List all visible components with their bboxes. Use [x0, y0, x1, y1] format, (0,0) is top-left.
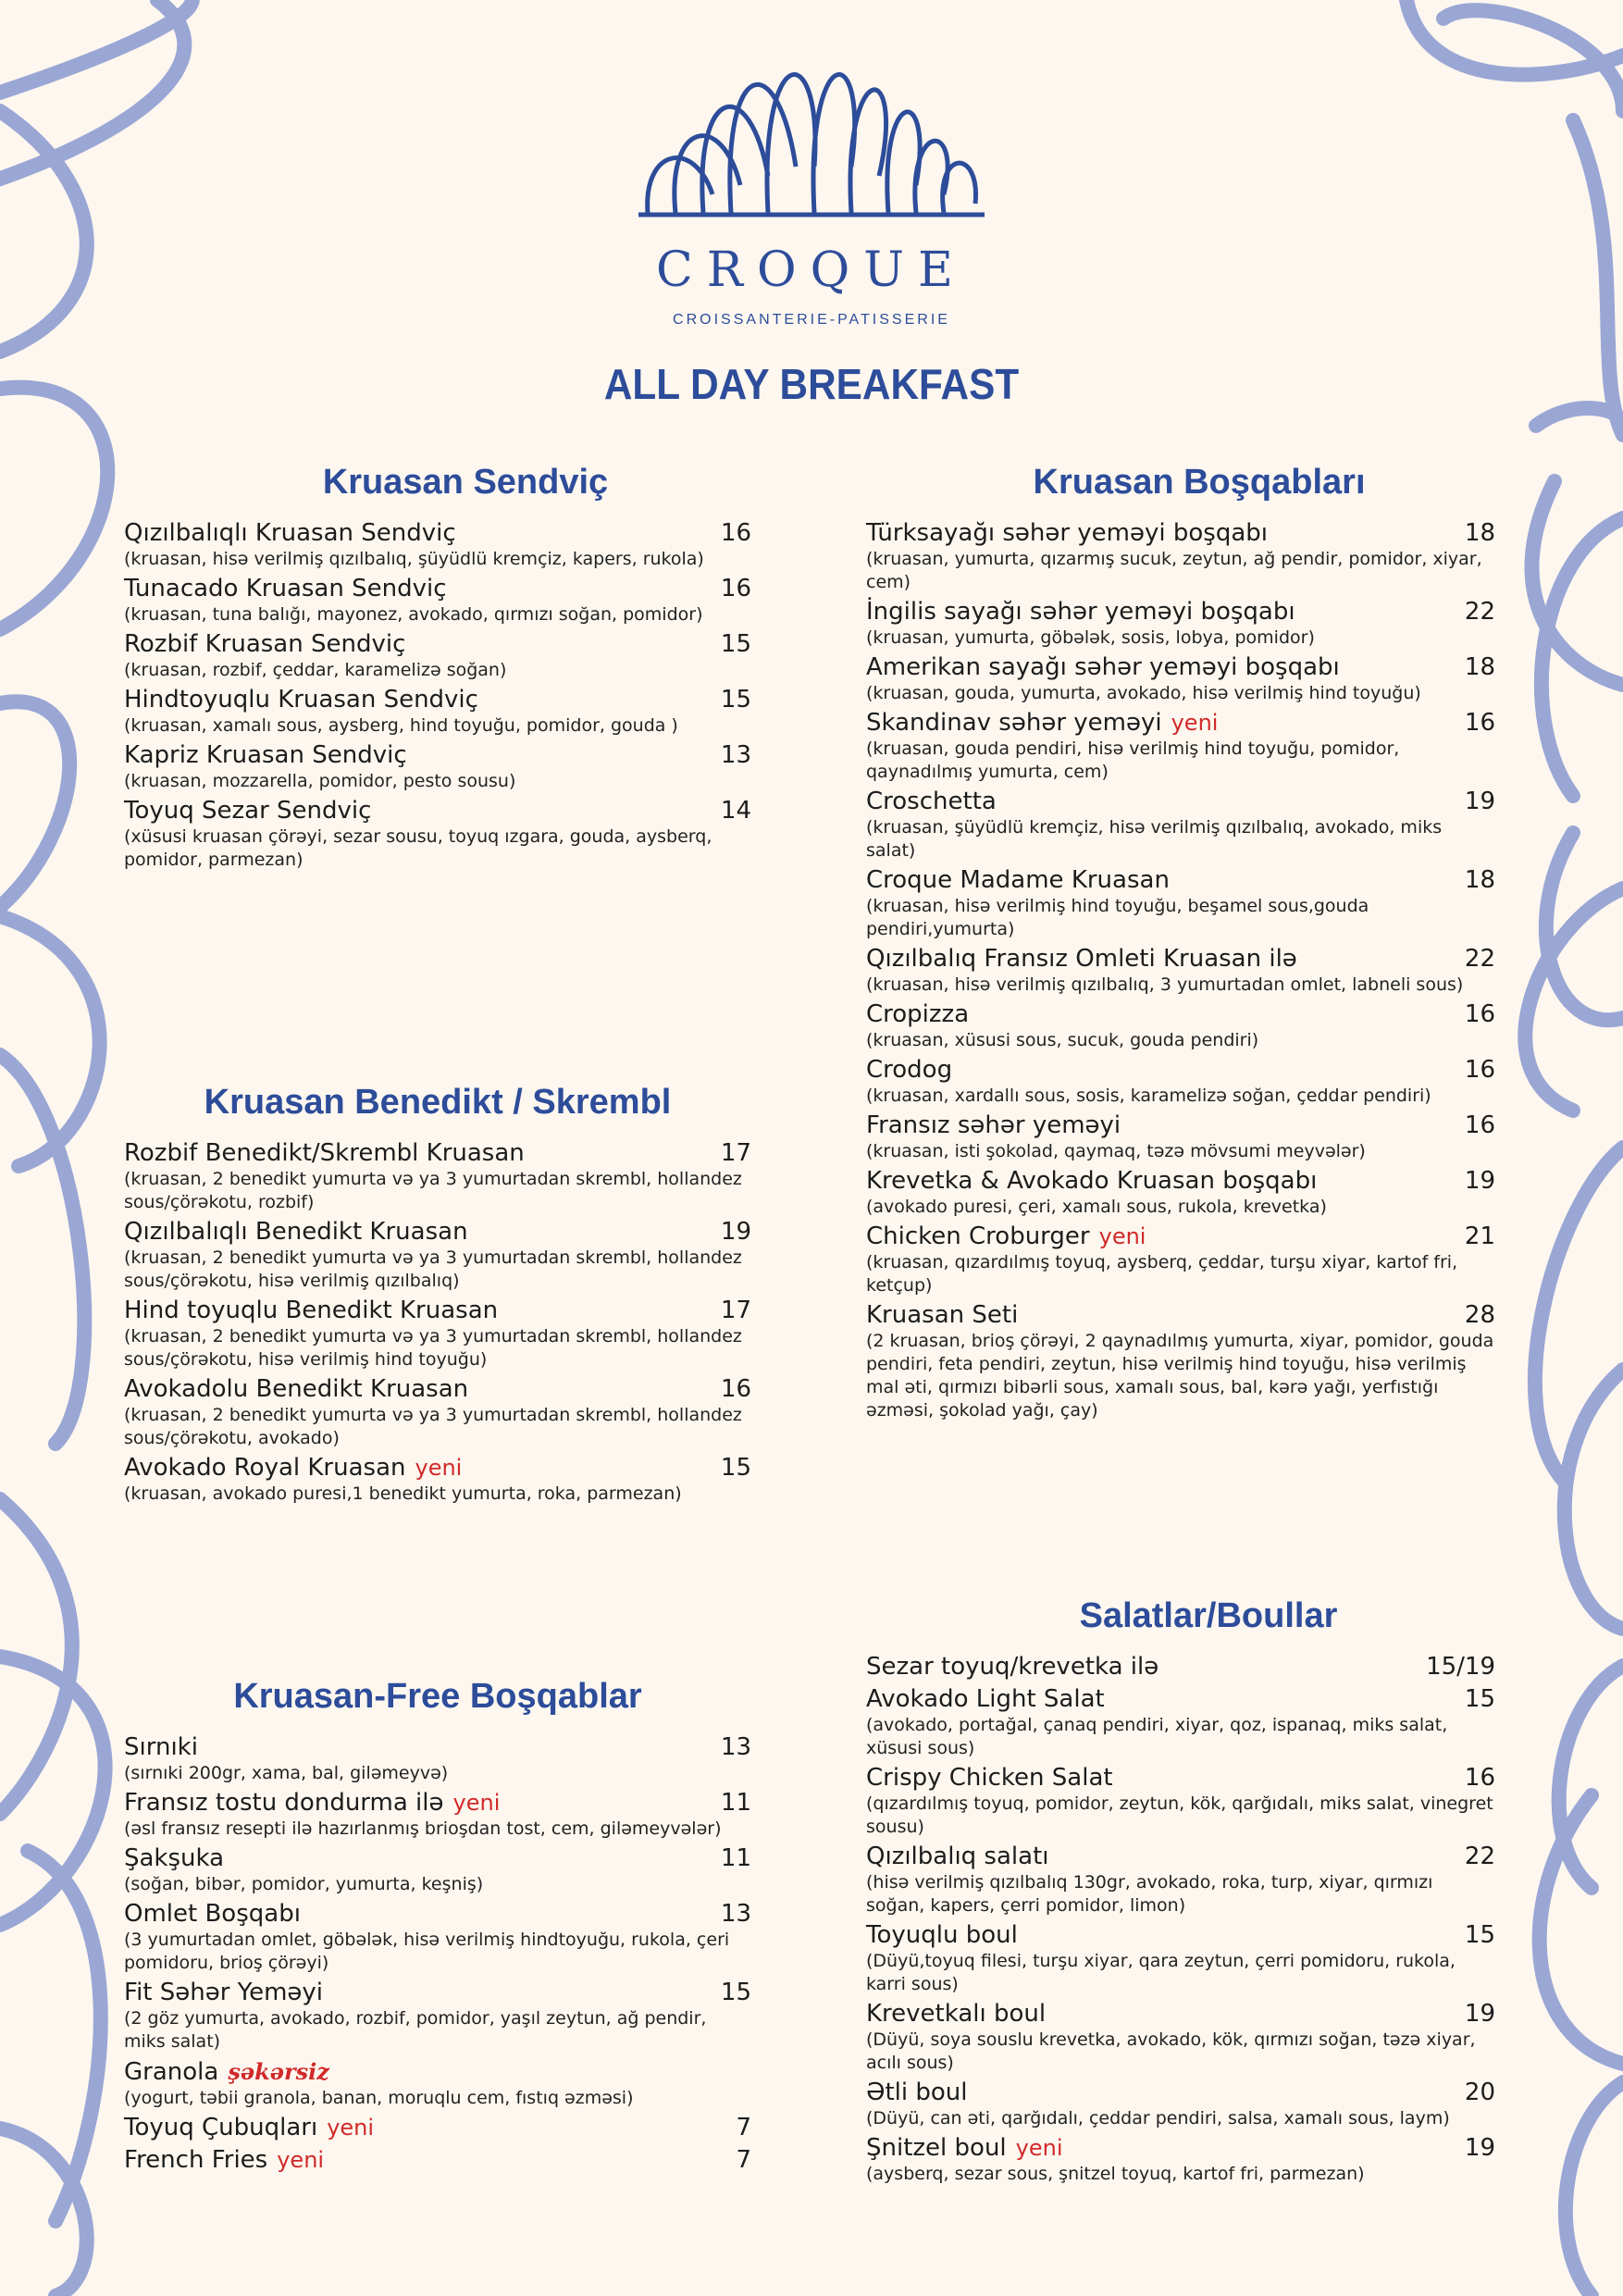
menu-item-name: Crispy Chicken Salat: [866, 1764, 1113, 1792]
menu-item-row: [124, 1789, 751, 1818]
menu-item-description: (kruasan, hisə verilmiş qızılbalıq, şüyüdlü kremçiz, kapers, rukola): [124, 549, 704, 569]
section-title: Kruasan Benedikt / Skrembl: [204, 1083, 672, 1122]
menu-item-name: Kapriz Kruasan Sendviç: [124, 741, 407, 769]
menu-item-name-group: [866, 945, 1297, 974]
menu-item-name-group: [124, 1375, 468, 1404]
new-badge: yeni: [327, 2115, 375, 2141]
menu-item: [866, 2000, 1495, 2075]
menu-item-description: (kruasan, qızardılmış toyuq, aysberq, çeddar, turşu xiyar, kartof fri, ketçup): [866, 1252, 1458, 1296]
menu-item-row: [124, 1900, 751, 1929]
menu-item-name: Şnitzel boul: [866, 2134, 1007, 2162]
section-kruasan-benedikt: [124, 1083, 751, 1509]
menu-item: [866, 1653, 1495, 1682]
brand-tagline: CROISSANTERIE-PATISSERIE: [673, 312, 950, 328]
menu-item: [124, 630, 751, 682]
menu-item-name: Tunacado Kruasan Sendviç: [124, 575, 447, 602]
page-title: ALL DAY BREAKFAST: [603, 360, 1020, 408]
menu-item: [124, 1979, 751, 2054]
menu-item: [866, 1843, 1495, 1917]
menu-item-name-group: [124, 686, 478, 714]
menu-item-price: 20: [1464, 2079, 1495, 2106]
menu-item-price: 19: [1464, 1167, 1495, 1195]
menu-item-description: (kruasan, rozbif, çeddar, karamelizə soğan): [124, 660, 507, 680]
menu-item: [124, 2146, 751, 2175]
menu-item: [866, 1301, 1495, 1422]
menu-item-name: Sırnıki: [124, 1733, 198, 1761]
menu-item-description: (kruasan, 2 benedikt yumurta və ya 3 yumurtadan skrembl, hollandez sous/çörəkotu, avokado): [124, 1405, 742, 1448]
menu-item-name: Şakşuka: [124, 1844, 225, 1872]
menu-item: [124, 1375, 751, 1450]
menu-item-description: (Düyü, can əti, qarğıdalı, çeddar pendiri, salsa, xamalı sous, laym): [866, 2108, 1450, 2128]
menu-item-price: 11: [720, 1844, 751, 1872]
menu-item: [866, 2079, 1495, 2130]
menu-item-description: (kruasan, şüyüdlü kremçiz, hisə verilmiş qızılbalıq, avokado, miks salat): [866, 817, 1443, 861]
menu-item-price: 18: [1464, 866, 1495, 894]
menu-item-description: (kruasan, tuna balığı, mayonez, avokado, qırmızı soğan, pomidor): [124, 604, 703, 625]
menu-item-description: (2 kruasan, brioş çörəyi, 2 qaynadılmış yumurta, xiyar, pomidor, gouda pendiri, feta pendiri, zeytun, hisə verilmiş hind toyuğu, hisə verilmiş mal əti, qırmızı bibərli sous, xamalı sous, bal, kərə yağı, yerfıstığı əzməsi, şokolad yağı, çay): [866, 1331, 1494, 1421]
menu-item: [866, 945, 1495, 997]
menu-item-name-group: [124, 575, 447, 603]
menu-item-price: 19: [1464, 2000, 1495, 2028]
menu-item: [124, 1900, 751, 1975]
menu-item-name-group: [124, 630, 405, 659]
menu-item-description: (kruasan, yumurta, göbələk, sosis, lobya, pomidor): [866, 627, 1315, 648]
menu-item-description: (hisə verilmiş qızılbalıq 130gr, avokado, roka, turp, xiyar, qırmızı soğan, kapers, çerri pomidor, limon): [866, 1872, 1433, 1916]
menu-item-row: [124, 1844, 751, 1873]
menu-item-row: [866, 1222, 1495, 1251]
menu-item-row: [124, 575, 751, 603]
croissant-logo-icon: [638, 37, 985, 222]
menu-item: [124, 2057, 751, 2110]
menu-item: [124, 1733, 751, 1785]
menu-item-price: 28: [1464, 1301, 1495, 1329]
menu-item-description: (kruasan, xardallı sous, sosis, karamelizə soğan, çeddar pendiri): [866, 1086, 1431, 1106]
menu-item-price: 14: [720, 797, 751, 825]
menu-item-row: [866, 788, 1495, 816]
menu-item-price: 15/19: [1426, 1653, 1495, 1681]
menu-item-name: Sezar toyuq/krevetka ilə: [866, 1653, 1159, 1681]
menu-item-name: Crodog: [866, 1056, 953, 1084]
section-title: Kruasan Boşqabları: [1033, 463, 1366, 502]
menu-item: [866, 1764, 1495, 1839]
menu-item-name-group: [124, 1297, 498, 1325]
menu-item-name-group: [866, 1222, 1146, 1251]
menu-item-row: [124, 686, 751, 714]
menu-item-row: [866, 1764, 1495, 1793]
menu-item-name: Fransız səhər yeməyi: [866, 1111, 1121, 1139]
menu-item-description: (kruasan, xüsusi sous, sucuk, gouda pendiri): [866, 1030, 1259, 1050]
menu-item: [124, 1454, 751, 1506]
menu-item-price: 17: [720, 1297, 751, 1324]
menu-item-name: İngilis sayağı səhər yeməyi boşqabı: [866, 598, 1295, 626]
menu-item-name: Skandinav səhər yeməyi: [866, 709, 1162, 737]
menu-item-row: [124, 2146, 751, 2175]
menu-item-name: Fit Səhər Yeməyi: [124, 1979, 324, 2006]
menu-item-description: (sırnıki 200gr, xama, bal, giləmeyvə): [124, 1763, 449, 1783]
menu-item-name-group: [866, 1056, 952, 1085]
menu-item-row: [866, 2079, 1495, 2107]
section-kruasan-free: [124, 1677, 751, 2178]
menu-item-name-group: [866, 2079, 967, 2107]
menu-item-description: (avokado, portağal, çanaq pendiri, xiyar, qoz, ispanaq, miks salat, xüsusi sous): [866, 1715, 1448, 1758]
menu-item-price: 22: [1464, 1843, 1495, 1870]
menu-item-name-group: [866, 1167, 1317, 1196]
menu-item-row: [124, 1733, 751, 1762]
section-salatlar-boullar: [866, 1596, 1495, 2190]
menu-item-description: (kruasan, 2 benedikt yumurta və ya 3 yumurtadan skrembl, hollandez sous/çörəkotu, hisə verilmiş qızılbalıq): [124, 1247, 742, 1291]
menu-item: [866, 1222, 1495, 1297]
menu-item-description: (2 göz yumurta, avokado, rozbif, pomidor, yaşıl zeytun, ağ pendir, miks salat): [124, 2008, 707, 2052]
menu-item-price: 15: [1464, 1921, 1495, 1949]
menu-item-name-group: [866, 519, 1268, 548]
menu-item: [124, 797, 751, 872]
section-title: Kruasan-Free Boşqablar: [233, 1677, 642, 1716]
menu-item: [866, 1056, 1495, 1108]
menu-item-description: (kruasan, xamalı sous, aysberg, hind toyuğu, pomidor, gouda ): [124, 715, 678, 736]
menu-item-name: Türksayağı səhər yeməyi boşqabı: [866, 519, 1269, 547]
menu-item-row: [124, 797, 751, 825]
menu-item: [866, 709, 1495, 784]
menu-item-name-group: [124, 1218, 468, 1247]
menu-item-description: (kruasan, isti şokolad, qaymaq, təzə mövsumi meyvələr): [866, 1141, 1366, 1161]
menu-item: [124, 2114, 751, 2142]
menu-item-price: 15: [720, 1979, 751, 2006]
menu-item-description: (əsl fransız resepti ilə hazırlanmış brioşdan tost, cem, giləmeyvələr): [124, 1818, 722, 1839]
menu-item: [124, 1789, 751, 1841]
menu-item-price: 19: [1464, 788, 1495, 815]
menu-item-price: 17: [720, 1139, 751, 1167]
menu-item-name: Toyuq Çubuqları: [124, 2114, 318, 2141]
menu-item-description: (aysberq, sezar sous, şnitzel toyuq, kartof fri, parmezan): [866, 2164, 1365, 2184]
menu-item-description: (kruasan, 2 benedikt yumurta və ya 3 yumurtadan skrembl, hollandez sous/çörəkotu, rozbif): [124, 1169, 742, 1212]
menu-item-row: [124, 1375, 751, 1404]
menu-item-description: (kruasan, 2 benedikt yumurta və ya 3 yumurtadan skrembl, hollandez sous/çörəkotu, hisə verilmiş hind toyuğu): [124, 1326, 742, 1370]
menu-item-name: Toyuqlu boul: [866, 1921, 1018, 1949]
menu-item-row: [866, 1921, 1495, 1950]
menu-item-name-group: [866, 1685, 1105, 1714]
menu-item-price: 7: [736, 2146, 751, 2174]
menu-item-name-group: [124, 1139, 525, 1168]
menu-item-name: Qızılbalıq salatı: [866, 1843, 1049, 1870]
menu-item-name-group: [866, 1111, 1121, 1140]
menu-item-price: 18: [1464, 519, 1495, 547]
menu-item-row: [866, 866, 1495, 895]
menu-item-name-group: [866, 709, 1218, 738]
menu-item-description: (kruasan, mozzarella, pomidor, pesto sousu): [124, 771, 516, 791]
menu-item-name-group: [866, 1653, 1158, 1682]
menu-item-name: Amerikan sayağı səhər yeməyi boşqabı: [866, 653, 1340, 681]
menu-item-name: Croschetta: [866, 788, 997, 815]
menu-item: [866, 519, 1495, 594]
menu-item-name: Hind toyuqlu Benedikt Kruasan: [124, 1297, 499, 1324]
menu-item-price: 19: [1464, 2134, 1495, 2162]
menu-item-price: 15: [720, 686, 751, 714]
menu-item-description: (soğan, bibər, pomidor, yumurta, keşniş): [124, 1874, 484, 1894]
menu-item: [124, 519, 751, 571]
menu-item-row: [866, 1000, 1495, 1029]
menu-item-row: [124, 1218, 751, 1247]
menu-item-name-group: [124, 797, 371, 825]
menu-item-price: 16: [720, 575, 751, 602]
menu-item-name: Granola: [124, 2058, 219, 2086]
menu-item-name-group: [124, 2057, 329, 2087]
menu-item-description: (kruasan, gouda pendiri, hisə verilmiş hind toyuğu, pomidor, qaynadılmış yumurta, cem): [866, 738, 1400, 782]
menu-item-name: Krevetka & Avokado Kruasan boşqabı: [866, 1167, 1318, 1195]
menu-item-name-group: [866, 653, 1340, 682]
menu-item: [866, 866, 1495, 941]
menu-item-name: Kruasan Seti: [866, 1301, 1019, 1329]
menu-item-name-group: [124, 1979, 323, 2007]
menu-item-name-group: [124, 741, 407, 770]
menu-item-name: Croque Madame Kruasan: [866, 866, 1170, 894]
menu-item: [124, 686, 751, 738]
menu-item: [124, 1139, 751, 1214]
menu-item: [124, 1297, 751, 1371]
menu-item-name: Cropizza: [866, 1000, 970, 1028]
menu-item-price: 16: [1464, 1764, 1495, 1792]
menu-item-price: 16: [720, 1375, 751, 1403]
menu-item-description: (kruasan, gouda, yumurta, avokado, hisə verilmiş hind toyuğu): [866, 683, 1421, 703]
menu-item-name-group: [124, 519, 456, 548]
menu-item-name: Omlet Boşqabı: [124, 1900, 301, 1928]
menu-item-description: (yogurt, təbii granola, banan, moruqlu cem, fıstıq əzməsi): [124, 2088, 634, 2108]
menu-item-price: 22: [1464, 945, 1495, 973]
menu-item-row: [866, 1685, 1495, 1714]
menu-item: [866, 1111, 1495, 1163]
menu-item-name-group: [866, 866, 1170, 895]
section-title: Kruasan Sendviç: [322, 463, 609, 502]
menu-item-description: (3 yumurtadan omlet, göbələk, hisə verilmiş hindtoyuğu, rukola, çeri pomidoru, brioş çörəyi): [124, 1930, 730, 1973]
menu-item-price: 16: [1464, 709, 1495, 737]
menu-item: [124, 741, 751, 793]
menu-item-name-group: [866, 1843, 1049, 1871]
menu-item-price: 16: [1464, 1056, 1495, 1084]
menu-item: [866, 2134, 1495, 2186]
menu-item-name-group: [866, 1000, 969, 1029]
menu-item-name-group: [124, 1789, 500, 1818]
menu-item-row: [124, 1454, 751, 1483]
new-badge: yeni: [452, 1790, 501, 1816]
menu-item-name-group: [866, 788, 997, 816]
menu-item-row: [866, 1653, 1495, 1682]
menu-item: [124, 575, 751, 627]
menu-item-name-group: [866, 1764, 1113, 1793]
menu-item-name: Rozbif Kruasan Sendviç: [124, 630, 406, 658]
menu-item-name-group: [124, 2146, 324, 2175]
menu-item-row: [866, 2000, 1495, 2029]
new-badge: yeni: [277, 2147, 325, 2173]
menu-item-price: 13: [720, 741, 751, 769]
menu-item-name-group: [866, 598, 1295, 627]
menu-item-description: (avokado puresi, çeri, xamalı sous, rukola, krevetka): [866, 1197, 1327, 1217]
menu-item-row: [124, 1979, 751, 2007]
menu-item-description: (xüsusi kruasan çörəyi, sezar sousu, toyuq ızgara, gouda, aysberq, pomidor, parmezan): [124, 826, 712, 870]
menu-item-price: 13: [720, 1733, 751, 1761]
menu-item-row: [866, 598, 1495, 627]
menu-item-row: [124, 2114, 751, 2142]
new-badge: yeni: [415, 1455, 463, 1481]
menu-item-row: [866, 653, 1495, 682]
section-kruasan-bosqablari: [866, 463, 1495, 1426]
sugar-free-badge: şəkərsiz: [228, 2058, 329, 2085]
menu-item-row: [124, 741, 751, 770]
menu-item-row: [124, 630, 751, 659]
menu-item-name-group: [866, 1301, 1018, 1330]
menu-item-price: 16: [720, 519, 751, 547]
menu-item: [866, 788, 1495, 863]
menu-item: [124, 1844, 751, 1896]
menu-item-name: Avokado Light Salat: [866, 1685, 1105, 1713]
menu-item-name: Toyuq Sezar Sendviç: [124, 797, 372, 825]
menu-item: [124, 1218, 751, 1293]
menu-item-name-group: [866, 1921, 1018, 1950]
menu-item-row: [866, 519, 1495, 548]
menu-item-price: 19: [720, 1218, 751, 1246]
menu-item-name: Avokadolu Benedikt Kruasan: [124, 1375, 469, 1403]
menu-item: [866, 1685, 1495, 1760]
menu-item-name-group: [124, 1454, 462, 1483]
menu-item-row: [866, 1843, 1495, 1871]
menu-item: [866, 1000, 1495, 1052]
menu-item-name: Qızılbalıq Fransız Omleti Kruasan ilə: [866, 945, 1297, 973]
menu-item-row: [866, 709, 1495, 738]
menu-item-price: 18: [1464, 653, 1495, 681]
menu-item: [866, 1167, 1495, 1219]
menu-item-name: French Fries: [124, 2146, 268, 2174]
menu-item-price: 15: [720, 1454, 751, 1482]
menu-item-name: Ətli boul: [866, 2079, 968, 2106]
menu-item-price: 15: [1464, 1685, 1495, 1713]
menu-item-price: 7: [736, 2114, 751, 2141]
menu-item-name-group: [866, 2000, 1046, 2029]
menu-item-name-group: [124, 1900, 301, 1929]
menu-item-row: [124, 1139, 751, 1168]
menu-item-row: [866, 1056, 1495, 1085]
menu-item-name-group: [866, 2134, 1063, 2163]
menu-item-price: 11: [720, 1789, 751, 1817]
menu-item-name: Chicken Croburger: [866, 1222, 1090, 1250]
menu-item-description: (Düyü,toyuq filesi, turşu xiyar, qara zeytun, çerri pomidoru, rukola, karri sous): [866, 1951, 1456, 1994]
new-badge: yeni: [1171, 710, 1219, 736]
menu-item-description: (kruasan, hisə verilmiş hind toyuğu, beşamel sous,gouda pendiri,yumurta): [866, 896, 1369, 939]
menu-item-name: Avokado Royal Kruasan: [124, 1454, 406, 1482]
menu-item-price: 15: [720, 630, 751, 658]
menu-item-price: 16: [1464, 1111, 1495, 1139]
menu-item-description: (Düyü, soya souslu krevetka, avokado, kök, qırmızı soğan, təzə xiyar, acılı sous): [866, 2029, 1476, 2073]
section-title: Salatlar/Boullar: [1079, 1596, 1338, 1635]
menu-item-row: [124, 2057, 751, 2087]
new-badge: yeni: [1098, 1223, 1146, 1249]
menu-item-description: (kruasan, hisə verilmiş qızılbalıq, 3 yumurtadan omlet, labneli sous): [866, 974, 1464, 995]
menu-item-name-group: [124, 1844, 224, 1873]
menu-item-row: [866, 945, 1495, 974]
menu-item-row: [866, 1301, 1495, 1330]
menu-item-row: [866, 1111, 1495, 1140]
menu-item-row: [124, 1297, 751, 1325]
menu-item-row: [124, 519, 751, 548]
menu-item-description: (kruasan, yumurta, qızarmış sucuk, zeytun, ağ pendir, pomidor, xiyar, cem): [866, 549, 1482, 592]
menu-item-name: Hindtoyuqlu Kruasan Sendviç: [124, 686, 478, 714]
menu-item-name-group: [124, 2114, 374, 2142]
menu-item: [866, 1921, 1495, 1996]
menu-item-price: 21: [1464, 1222, 1495, 1250]
menu-item-name-group: [124, 1733, 198, 1762]
menu-item-description: (qızardılmış toyuq, pomidor, zeytun, kök, qarğıdalı, miks salat, vinegret sousu): [866, 1793, 1493, 1837]
new-badge: yeni: [1015, 2135, 1063, 2161]
menu-item-row: [866, 1167, 1495, 1196]
menu-item-name: Qızılbalıqlı Benedikt Kruasan: [124, 1218, 468, 1246]
section-kruasan-sendvic: [124, 463, 751, 875]
menu-item-description: (kruasan, avokado puresi,1 benedikt yumurta, roka, parmezan): [124, 1483, 682, 1504]
menu-item-price: 22: [1464, 598, 1495, 626]
menu-item: [866, 598, 1495, 650]
menu-item-name: Krevetkalı boul: [866, 2000, 1047, 2028]
menu-item: [866, 653, 1495, 705]
menu-item-price: 13: [720, 1900, 751, 1928]
menu-item-name: Qızılbalıqlı Kruasan Sendviç: [124, 519, 456, 547]
menu-item-name: Rozbif Benedikt/Skrembl Kruasan: [124, 1139, 525, 1167]
menu-item-price: 16: [1464, 1000, 1495, 1028]
brand-name: CROQUE: [656, 242, 967, 298]
menu-item-name: Fransız tostu dondurma ilə: [124, 1789, 444, 1817]
menu-item-row: [866, 2134, 1495, 2163]
